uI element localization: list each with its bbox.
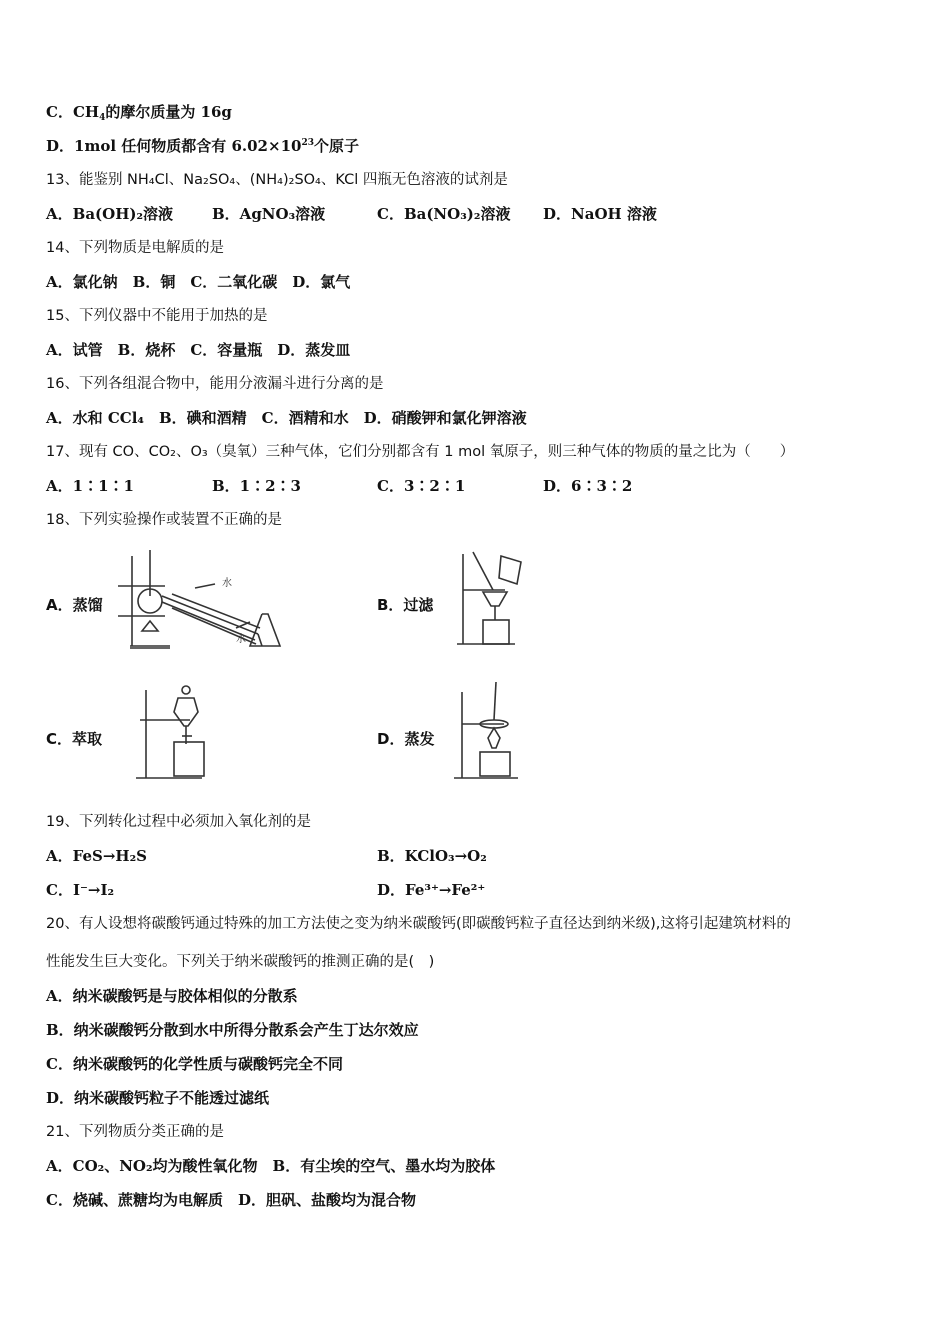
q19-option-a: A．FeS→H₂S — [46, 847, 147, 865]
extraction-apparatus-figure — [132, 682, 222, 782]
q12-option-c: C．$CH_4$的摩尔质量为 16g — [46, 103, 232, 123]
distillation-apparatus-figure — [110, 546, 285, 651]
q20-option-a: A．纳米碳酸钙是与胶体相似的分散系 — [46, 987, 298, 1005]
q17-option-c: C．3∶2∶1 — [377, 477, 466, 495]
q13-stem: 13、能鉴别 NH₄Cl、Na₂SO₄、(NH₄)₂SO₄、KCl 四瓶无色溶液的试剂是 — [46, 172, 508, 188]
q19-option-c: C．I⁻→I₂ — [46, 881, 115, 899]
q21-stem: 21、下列物质分类正确的是 — [46, 1124, 224, 1140]
q13-option-b: B．AgNO₃溶液 — [212, 205, 326, 223]
q15-options: A．试管 B．烧杯 C．容量瓶 D．蒸发皿 — [46, 341, 351, 359]
q13-option-a: A．Ba(OH)₂溶液 — [46, 205, 174, 223]
q21-options-line1: A．CO₂、NO₂均为酸性氧化物 B．有尘埃的空气、墨水均为胶体 — [46, 1157, 496, 1175]
q20-stem-line2: 性能发生巨大变化。下列关于纳米碳酸钙的推测正确的是( ) — [46, 954, 435, 970]
q13-option-d: D．NaOH 溶液 — [543, 205, 657, 223]
q18-option-c-label: C．萃取 — [46, 730, 103, 748]
q21-options-line2: C．烧碱、蔗糖均为电解质 D．胆矾、盐酸均为混合物 — [46, 1191, 416, 1209]
q18-option-d-label: D．蒸发 — [377, 730, 435, 748]
q20-option-c: C．纳米碳酸钙的化学性质与碳酸钙完全不同 — [46, 1055, 343, 1073]
q19-stem: 19、下列转化过程中必须加入氧化剂的是 — [46, 814, 311, 830]
q18-option-a-label: A．蒸馏 — [46, 596, 103, 614]
q18-stem: 18、下列实验操作或装置不正确的是 — [46, 512, 282, 528]
q20-stem-line1: 20、有人设想将碳酸钙通过特殊的加工方法使之变为纳米碳酸钙(即碳酸钙粒子直径达到纳米级),这将引起建筑材料的 — [46, 916, 791, 932]
q17-option-b: B．1∶2∶3 — [212, 477, 301, 495]
q17-stem: 17、现有 CO、CO₂、O₃（臭氧）三种气体，它们分别都含有 1 mol 氧原子，则三种气体的物质的量之比为（ ） — [46, 444, 795, 460]
q12-option-d: D．1mol 任何物质都含有 $6.02\times 10^{23}$个原子 — [46, 137, 359, 155]
q16-stem: 16、下列各组混合物中，能用分液漏斗进行分离的是 — [46, 376, 384, 392]
filtration-apparatus-figure — [455, 548, 530, 648]
q18-option-b-label: B．过滤 — [377, 596, 434, 614]
q20-option-b: B．纳米碳酸钙分散到水中所得分散系会产生丁达尔效应 — [46, 1021, 419, 1039]
q19-option-b: B．KClO₃→O₂ — [377, 847, 487, 865]
water-label-in: 水 — [222, 578, 232, 589]
q15-stem: 15、下列仪器中不能用于加热的是 — [46, 308, 268, 324]
q14-options: A．氯化钠 B．铜 C．二氧化碳 D．氯气 — [46, 273, 351, 291]
q17-option-d: D．6∶3∶2 — [543, 477, 633, 495]
q13-option-c: C．Ba(NO₃)₂溶液 — [377, 205, 511, 223]
water-label-out: 水 — [236, 634, 246, 645]
q14-stem: 14、下列物质是电解质的是 — [46, 240, 224, 256]
q16-options: A．水和 CCl₄ B．碘和酒精 C．酒精和水 D．硝酸钾和氯化钾溶液 — [46, 409, 527, 427]
q17-option-a: A．1∶1∶1 — [46, 477, 134, 495]
q19-option-d: D．Fe³⁺→Fe²⁺ — [377, 881, 486, 899]
q20-option-d: D．纳米碳酸钙粒子不能透过滤纸 — [46, 1089, 270, 1107]
evaporation-apparatus-figure — [452, 678, 527, 783]
